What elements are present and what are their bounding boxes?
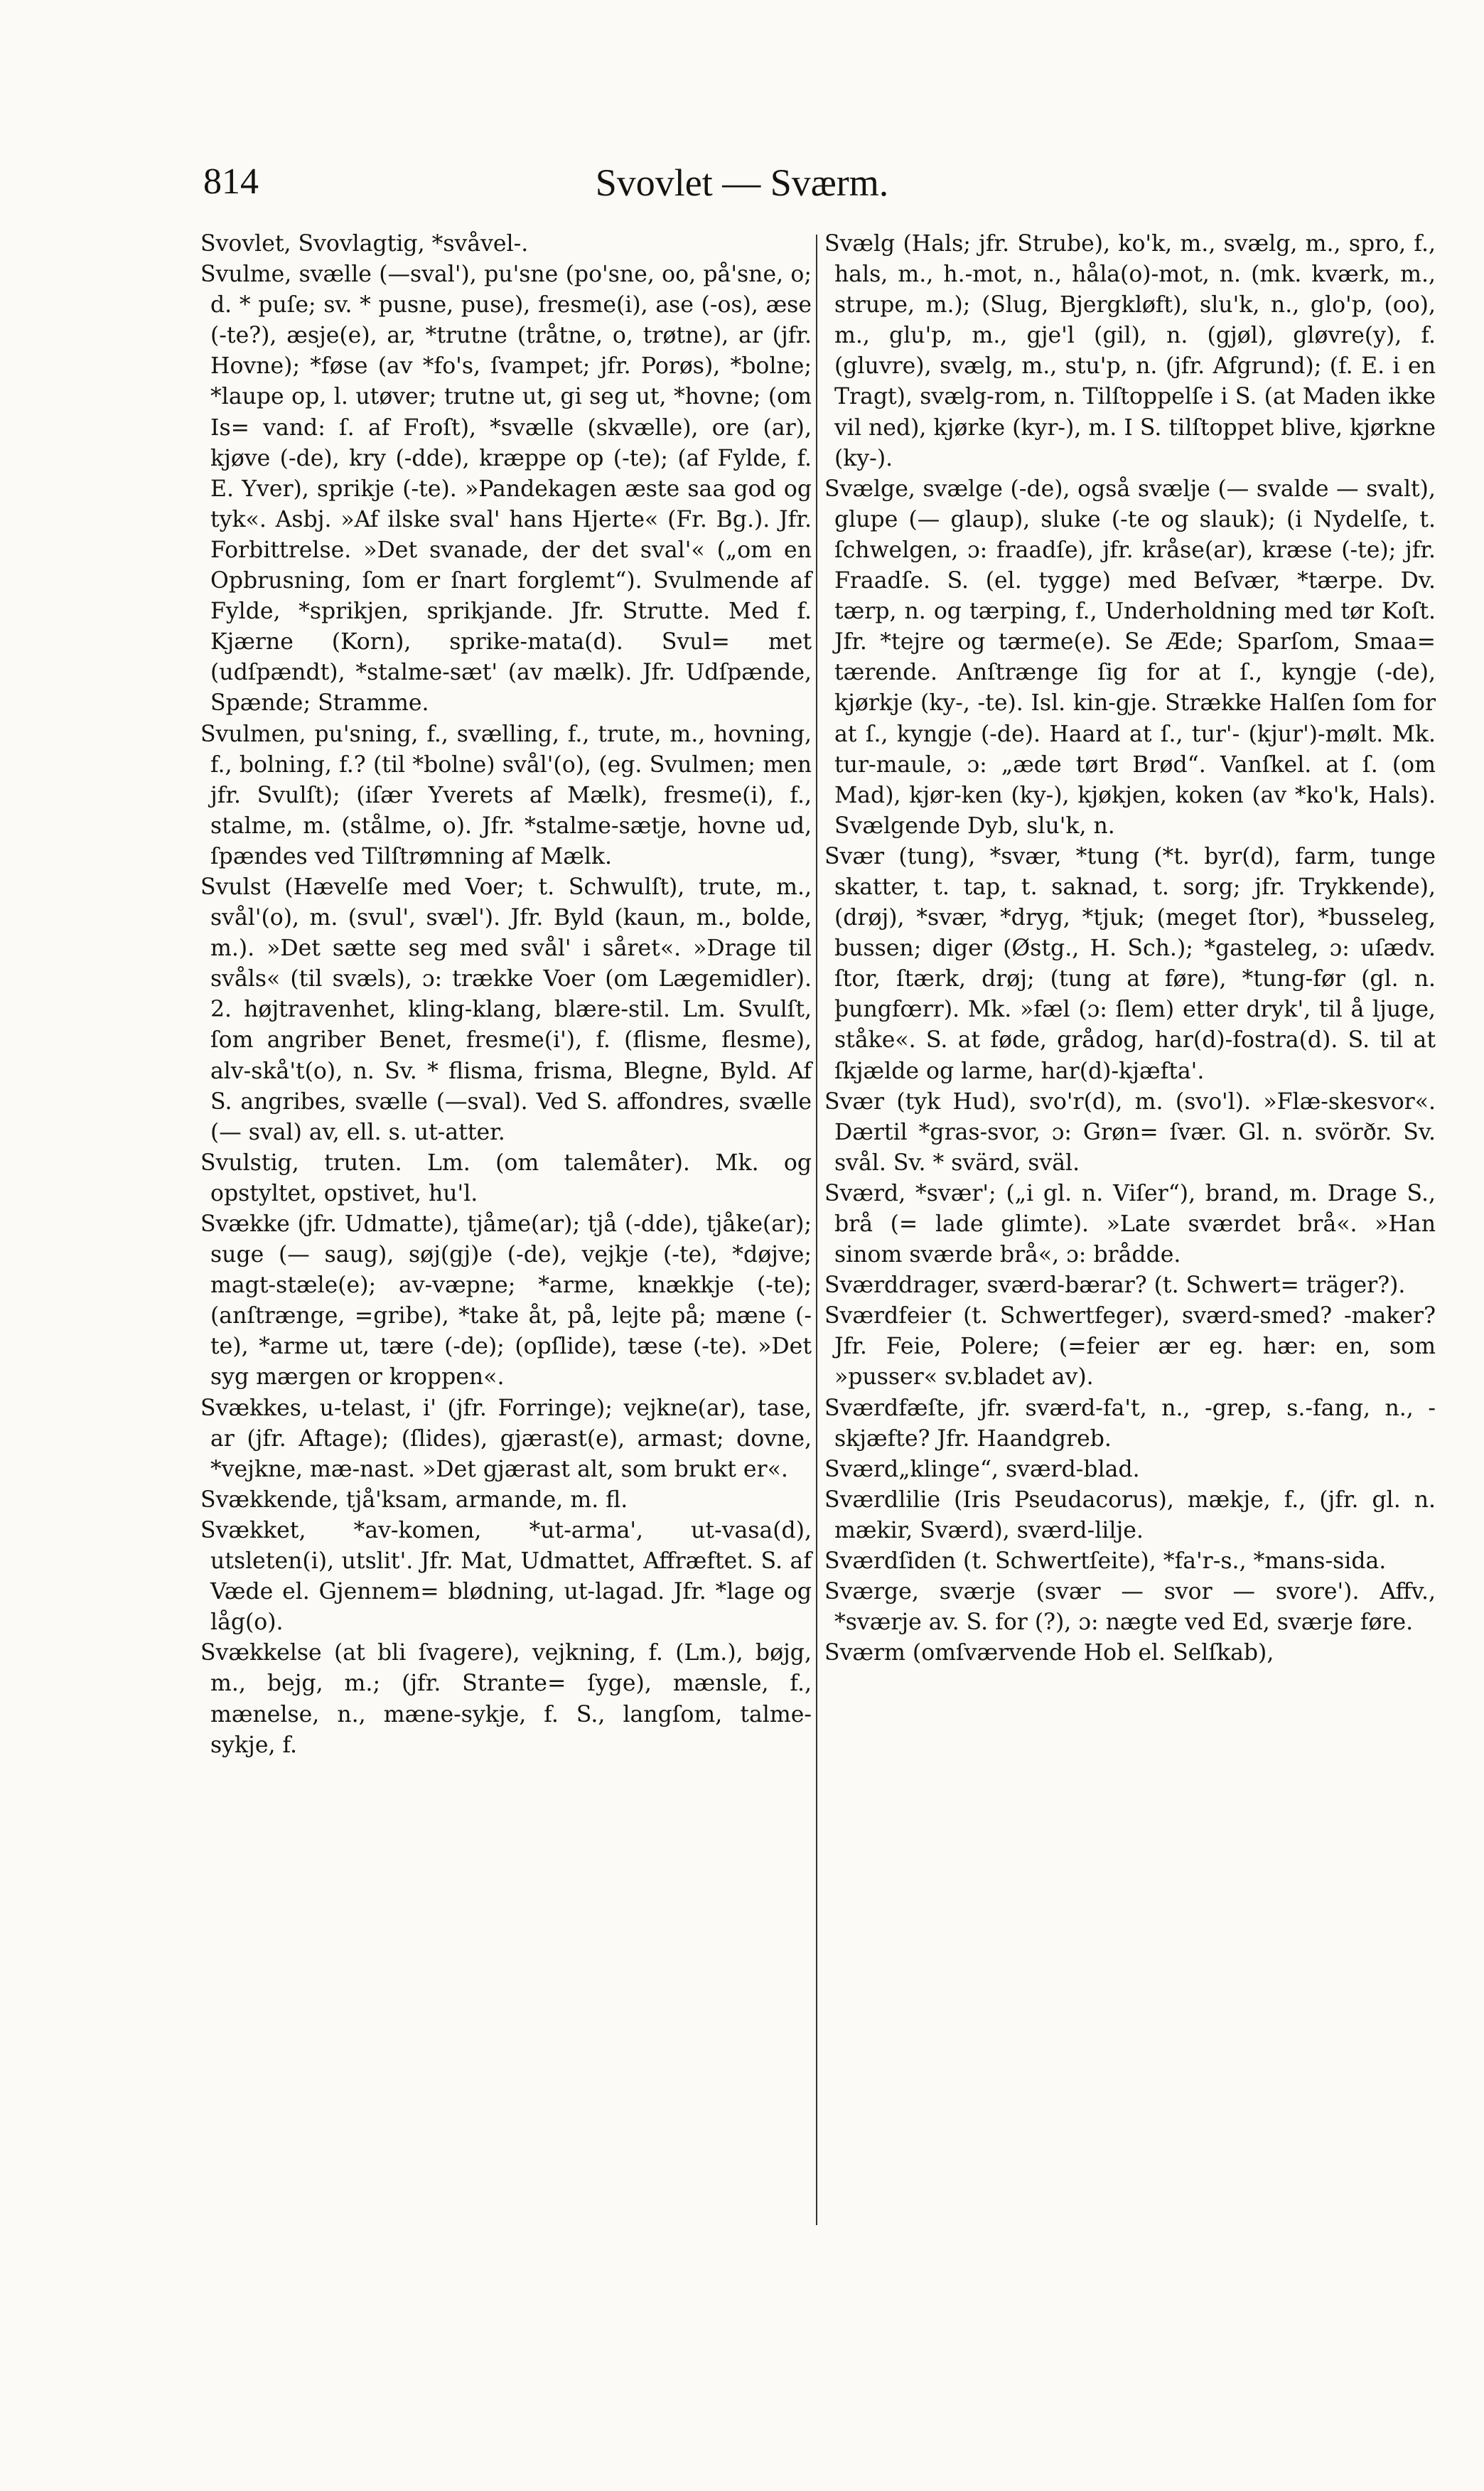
entry-svær-tung: Svær (tung), *svær, *tung (*t. byr(d), farm, tunge skatter, t. tap, t. saknad, t. sorg; jfr. Trykkende), (drøj), *svær, *dryg, *tjuk; (meget ſtor), *busseleg, bussen; diger (Østg., H. Sch.); *gasteleg, ɔ: uſædv. ſtor, ſtærk, drøj; (tung at føre), *tung-før (gl. n. þungfœrr). Mk. »fæl (ɔ: ſlem) etter dryk', til å ljuge, ståke«. S. at føde, grådog, har(d)-fostra(d). S. til at ſkjælde og larme, har(d)-kjæfta'. xyxy=(824,843,1436,1084)
left-column xyxy=(200,229,812,1761)
entry-svulme: Svulme, svælle (—sval'), pu'sne (po'sne, oo, på'sne, o; d. * puſe; sv. * pusne, puse), fresme(i), ase (-os), æse (-te?), æsje(e), ar, *trutne (tråtne, o, trøtne), ar (jfr. Hovne); *føse (av *fo's, ſvampet; jfr. Porøs), *bolne; *laupe op, l. utøver; trutne ut, gi seg ut, *hovne; (om Is= vand: ſ. af Froſt), *svælle (skvælle), ore (ar), kjøve (-de), kry (-dde), kræppe op (-te); (af Fylde, f. E. Yver), sprikje (-te). »Pandekagen æste saa god og tyk«. Asbj. »Af ilske sval' hans Hjerte« (Fr. Bg.). Jfr. Forbittrelse. »Det svanade, der det sval'« („om en Opbrusning, ſom er ſnart forglemt“). Svulmende af Fylde, *sprikjen, sprikjande. Jfr. Strutte. Med f. Kjærne (Korn), sprike-mata(d). Svul= met (udſpændt), *stalme-sæt' (av mælk). Jfr. Udſpænde, Spænde; Stramme. xyxy=(200,262,812,717)
entry-svulst: Svulst (Hævelſe med Voer; t. Schwulſt), trute, m., svål'(o), m. (svul', svæl'). Jfr. Byld (kaun, m., bolde, m.). »Det sætte seg med svål' i såret«. »Drage til svåls« (til svæls), ɔ: trække Voer (om Lægemidler). 2. højtravenhet, kling-klang, blære-stil. Lm. Svulſt, ſom angriber Benet, fresme(i'), f. (flisme, flesme), alv-skå't(o), n. Sv. * flisma, frisma, Blegne, Byld. Af S. angribes, svælle (—sval). Ved S. affondres, svælle (— sval) av, ell. s. ut-atter. xyxy=(200,874,812,1145)
entry-svække: Svække (jfr. Udmatte), tjåme(ar); tjå (-dde), tjåke(ar); suge (— saug), søj(gj)e (-de), vejkje (-te), *døjve; magt-stæle(e); av-væpne; *arme, knækkje (-te); (anſtrænge, =gribe), *take åt, på, lejte på; mæne (-te), *arme ut, tære (-de); (opſlide), tæse (-te). »Det syg mærgen or kroppen«. xyxy=(200,1211,812,1391)
entry-sværd: Sværd, *svær'; („i gl. n. Viſer“), brand, m. Drage S., brå (= lade glimte). »Late sværdet brå«. »Han sinom sværde brå«, ɔ: brådde. xyxy=(824,1180,1436,1268)
entry-sværdklinge: Sværd„klinge“, sværd-blad. xyxy=(824,1456,1140,1482)
entry-svovlet: Svovlet, Svovlagtig, *svåvel-. xyxy=(200,231,529,257)
entry-svulmen: Svulmen, pu'sning, f., svælling, f., trute, m., hovning, f., bolning, f.? (til *bolne) svål'(o), (eg. Svulmen; men jfr. Svulſt); (iſær Yverets af Mælk), fresme(i), f., stalme, m. (stålme, o). Jfr. *stalme-sætje, hovne ud, ſpændes ved Tilſtrømning af Mælk. xyxy=(200,721,812,869)
entry-sværdlilie: Sværdlilie (Iris Pseudacorus), mækje, f., (jfr. gl. n. mækir, Sværd), sværd-lilje. xyxy=(824,1486,1436,1543)
entry-sværdfeier: Sværdfeier (t. Schwertfeger), sværd-smed? -maker? Jfr. Feie, Polere; (=feier ær eg. hær: en, som »pusser« sv.bladet av). xyxy=(824,1303,1436,1391)
entry-sværge: Sværge, sværje (svær — svor — svore'). Affv., *sværje av. S. for (?), ɔ: nægte ved Ed, sværje føre. xyxy=(824,1579,1436,1636)
entry-svækket: Svækket, *av-komen, *ut-arma', ut-vasa(d), utsleten(i), utslit'. Jfr. Mat, Udmattet, Affræftet. S. af Væde el. Gjennem= blødning, ut-lagad. Jfr. *lage og låg(o). xyxy=(200,1517,812,1636)
right-column xyxy=(824,229,1436,1668)
entry-sværdsiden: Sværdſiden (t. Schwertſeite), *fa'r-s., *mans-sida. xyxy=(824,1548,1387,1575)
entry-sværddrager: Sværddrager, sværd-bærar? (t. Schwert= träger?). xyxy=(824,1273,1406,1299)
entry-svækkelse: Svækkelse (at bli ſvagere), vejkning, f. (Lm.), bøjg, m., bejg, m.; (jfr. Strante= ſyge), mænsle, f., mænelse, n., mæne-sykje, f. S., langſom, talme-sykje, f. xyxy=(200,1640,812,1758)
entry-svælg: Svælg (Hals; jfr. Strube), ko'k, m., svælg, m., spro, f., hals, m., h.-mot, n., håla(o)-mot, n. (mk. kværk, m., strupe, m.); (Slug, Bjergkløft), slu'k, n., glo'p, (oo), m., glu'p, m., gje'l (gil), n. (gjøl), gløvre(y), f. (gluvre), svælg, m., stu'p, n. (jfr. Afgrund); (f. E. i en Tragt), svælg-rom, n. Tilſtoppelſe i S. (at Maden ikke vil ned), kjørke (kyr-), m. I S. tilſtoppet blive, kjørkne (ky-). xyxy=(824,231,1436,471)
column-divider xyxy=(816,235,817,2225)
entry-svækkende: Svækkende, tjå'ksam, armande, m. fl. xyxy=(200,1486,628,1513)
entry-svær-hud: Svær (tyk Hud), svo'r(d), m. (svo'l). »Flæ-skesvor«. Dærtil *gras-svor, ɔ: Grøn= ſvær. Gl. n. svörðr. Sv. svål. Sv. * svärd, sväl. xyxy=(824,1088,1436,1176)
entry-sværm: Sværm (omſværvende Hob el. Selſkab), xyxy=(824,1640,1274,1666)
entry-sværdfæste: Sværdfæſte, jfr. sværd-fa't, n., -grep, s.-fang, n., -skjæfte? Jfr. Haandgreb. xyxy=(824,1395,1436,1452)
running-head: Svovlet — Sværm. xyxy=(595,161,889,204)
page-number: 814 xyxy=(203,161,259,202)
entry-svækkes: Svækkes, u-telast, i' (jfr. Forringe); vejkne(ar), tase, ar (jfr. Aftage); (ſlides), gjærast(e), armast; dovne, *vejkne, mæ-nast. »Det gjærast alt, som brukt er«. xyxy=(200,1395,812,1482)
entry-svælge: Svælge, svælge (-de), også svælje (— svalde — svalt), glupe (— glaup), sluke (-te og slauk); (i Nydelſe, t. ſchwelgen, ɔ: fraadſe), jfr. kråse(ar), kræse (-te); jfr. Fraadſe. S. (el. tygge) med Beſvær, *tærpe. Dv. tærp, n. og tærping, f., Underholdning med tør Koſt. Jfr. *tejre og tærme(e). Se Æde; Sparſom, Smaa= tærende. Anſtrænge ſig for at ſ., kyngje (-de), kjørkje (ky-, -te). Isl. kin-gje. Strække Halſen ſom for at ſ., kyngje (-de). Haard at ſ., tur'- (kjur')-mølt. Mk. tur-maule, ɔ: „æde tørt Brød“. Vanſkel. at ſ. (om Mad), kjør-ken (ky-), kjøkjen, koken (av *ko'k, Hals). Svælgende Dyb, slu'k, n. xyxy=(824,476,1436,839)
entry-svulstig: Svulstig, truten. Lm. (om talemåter). Mk. og opstyltet, opstivet, hu'l. xyxy=(200,1150,812,1206)
dictionary-columns xyxy=(200,229,1443,2234)
